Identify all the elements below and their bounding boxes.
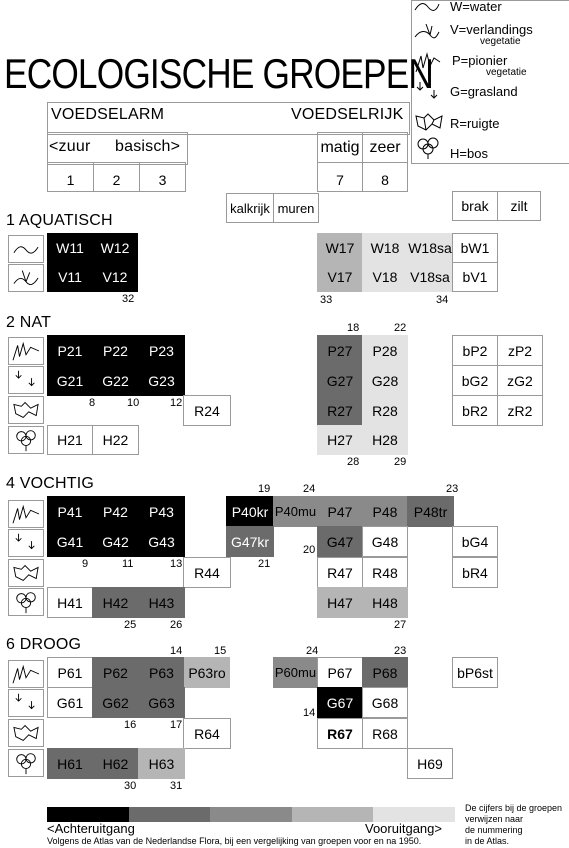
group-cell: P63ro — [184, 657, 230, 688]
reed-icon — [414, 22, 440, 42]
group-cell: P40kr — [226, 496, 274, 527]
group-cell: G22 — [92, 365, 139, 396]
atlas-number: 14 — [170, 645, 183, 657]
group-cell: G67 — [317, 687, 363, 718]
atlas-number: 29 — [394, 456, 407, 468]
atlas-number: 26 — [170, 619, 183, 631]
group-cell: bV1 — [452, 262, 498, 292]
group-cell: G27 — [317, 365, 363, 396]
atlas-number: 34 — [436, 294, 449, 306]
atlas-number: 31 — [170, 780, 183, 792]
group-cell: zR2 — [497, 395, 543, 426]
col-8: 8 — [362, 162, 408, 192]
group-cell: V12 — [92, 262, 138, 292]
group-cell: H42 — [92, 587, 139, 618]
group-cell: P22 — [92, 335, 139, 366]
group-cell: G63 — [138, 687, 185, 718]
grass-icon — [8, 529, 44, 557]
group-cell: bR2 — [452, 395, 498, 426]
group-cell: zG2 — [497, 365, 543, 396]
atlas-number: 22 — [394, 322, 407, 334]
atlas-number: 13 — [170, 558, 183, 570]
legend-verlanding-sub: vegetatie — [480, 36, 521, 47]
atlas-number: 20 — [303, 544, 316, 556]
group-cell: V18 — [362, 262, 408, 292]
zuur-label: <zuur — [49, 138, 91, 155]
atlas-number: 9 — [82, 558, 89, 570]
atlas-number: 21 — [258, 558, 271, 570]
group-cell: G43 — [138, 526, 185, 557]
atlas-number: 15 — [214, 645, 227, 657]
group-cell: H62 — [92, 748, 139, 779]
atlas-number: 18 — [347, 322, 360, 334]
group-cell: R24 — [183, 395, 231, 426]
group-cell: W12 — [92, 233, 138, 263]
group-cell: H43 — [138, 587, 185, 618]
tree-icon — [8, 426, 44, 454]
group-cell: P48 — [362, 496, 408, 527]
pioneer-icon — [8, 500, 44, 528]
atlas-number: 24 — [306, 645, 319, 657]
group-cell: R28 — [362, 395, 408, 426]
group-cell: P23 — [138, 335, 185, 366]
footnote-line: verwijzen naar — [465, 814, 524, 824]
tree-icon — [8, 588, 44, 616]
tall-herb-icon — [8, 719, 44, 747]
scale-left-label: <Achteruitgang — [47, 821, 135, 836]
group-cell: R47 — [317, 557, 363, 588]
group-cell: H41 — [47, 587, 93, 618]
group-cell: H28 — [362, 425, 408, 455]
atlas-number: 28 — [347, 456, 360, 468]
atlas-number: 8 — [89, 397, 96, 409]
voedselrijk-label: VOEDSELRIJK — [291, 106, 404, 123]
group-cell: H27 — [317, 425, 363, 455]
page-title: ECOLOGISCHE GROEPEN — [4, 50, 434, 97]
group-cell: H61 — [47, 748, 93, 779]
wave-icon — [8, 235, 44, 263]
col-7: 7 — [317, 162, 363, 192]
group-cell: G47 — [317, 526, 363, 557]
scale-segment — [210, 807, 292, 822]
group-cell: H21 — [47, 425, 93, 455]
pioneer-icon — [8, 337, 44, 365]
atlas-number: 16 — [124, 719, 137, 731]
col-2: 2 — [93, 162, 140, 192]
group-cell: P67 — [317, 657, 363, 688]
group-cell: R27 — [317, 395, 363, 426]
group-cell: bP6st — [452, 657, 498, 688]
group-cell: H69 — [407, 748, 453, 779]
group-cell: P47 — [317, 496, 363, 527]
group-cell: P60mu — [273, 657, 318, 688]
group-cell: R68 — [362, 718, 408, 749]
group-cell: P42 — [92, 496, 139, 527]
group-cell: W11 — [47, 233, 93, 263]
reed-icon — [8, 264, 44, 292]
brak-label: brak — [452, 191, 498, 221]
group-cell: R64 — [183, 718, 231, 749]
atlas-number: 23 — [394, 645, 407, 657]
group-cell: P43 — [138, 496, 185, 527]
group-cell: G61 — [47, 687, 93, 718]
group-cell: bG2 — [452, 365, 498, 396]
group-cell: R44 — [183, 557, 231, 588]
atlas-number: 14 — [303, 707, 316, 719]
grass-icon — [8, 689, 44, 717]
grass-icon — [8, 366, 44, 394]
footnote-line: in de Atlas. — [465, 836, 510, 846]
scale-segment — [129, 807, 211, 822]
atlas-number: 24 — [303, 483, 316, 495]
col-3: 3 — [139, 162, 186, 192]
group-cell: bW1 — [452, 233, 498, 263]
tall-herb-icon — [414, 112, 444, 132]
legend-grasland: G=grasland — [450, 84, 518, 99]
group-cell: V17 — [317, 262, 363, 292]
section-vochtig: 4 VOCHTIG — [6, 475, 95, 492]
group-cell: H22 — [92, 425, 139, 455]
legend-ruigte: R=ruigte — [450, 116, 500, 131]
group-cell: H63 — [138, 748, 185, 779]
atlas-number: 33 — [320, 294, 333, 306]
legend-bos: H=bos — [450, 146, 488, 161]
group-cell: bG4 — [452, 526, 498, 557]
scale-segment — [292, 807, 374, 822]
legend-pionier: P=pionier — [452, 53, 508, 68]
atlas-number: 30 — [124, 780, 137, 792]
group-cell: H47 — [317, 587, 363, 618]
group-cell: V18sa — [407, 262, 453, 292]
group-cell: W18sa — [407, 233, 453, 263]
group-cell: P48tr — [407, 496, 454, 527]
group-cell: G42 — [92, 526, 139, 557]
atlas-number: 23 — [446, 483, 459, 495]
group-cell: R48 — [362, 557, 408, 588]
group-cell: W17 — [317, 233, 363, 263]
legend-verlanding: V=verlandings — [450, 22, 533, 37]
group-cell: P40mu — [273, 496, 318, 527]
group-cell: bP2 — [452, 335, 498, 366]
atlas-number: 19 — [258, 483, 271, 495]
group-cell: bR4 — [452, 557, 498, 588]
atlas-number: 17 — [170, 719, 183, 731]
zeer-label: zeer — [362, 132, 408, 163]
group-cell: P41 — [47, 496, 93, 527]
group-cell: W18 — [362, 233, 408, 263]
atlas-number: 27 — [394, 619, 407, 631]
atlas-number: 25 — [124, 619, 137, 631]
source-note: Volgens de Atlas van de Nederlandse Flora, bij een vergelijking van groepen voor en na 1950. — [47, 836, 422, 846]
scale-right-label: Vooruitgang> — [365, 821, 442, 836]
tall-herb-icon — [8, 396, 44, 424]
trend-scale — [47, 807, 455, 822]
group-cell: G28 — [362, 365, 408, 396]
group-cell: G62 — [92, 687, 139, 718]
scale-segment — [47, 807, 129, 822]
group-cell: H48 — [362, 587, 408, 618]
zilt-label: zilt — [497, 191, 541, 221]
group-cell: P21 — [47, 335, 93, 366]
atlas-number: 10 — [127, 397, 140, 409]
group-cell: V11 — [47, 262, 93, 292]
group-cell: G47kr — [226, 526, 274, 557]
basisch-label: basisch> — [115, 138, 181, 155]
group-cell: R67 — [317, 718, 363, 749]
section-nat: 2 NAT — [6, 314, 52, 331]
tall-herb-icon — [8, 559, 44, 587]
group-cell: zP2 — [497, 335, 543, 366]
group-cell: P61 — [47, 657, 93, 688]
group-cell: G68 — [362, 687, 408, 718]
group-cell: P27 — [317, 335, 363, 366]
group-cell: G23 — [138, 365, 185, 396]
group-cell: P28 — [362, 335, 408, 366]
matig-label: matig — [317, 132, 363, 163]
atlas-number: 32 — [122, 293, 135, 305]
wave-icon — [414, 0, 440, 14]
group-cell: P62 — [92, 657, 139, 688]
tree-icon — [414, 136, 444, 160]
group-cell: G48 — [362, 526, 408, 557]
scale-segment — [373, 807, 455, 822]
footnote-line: de nummering — [465, 825, 523, 835]
pioneer-icon — [8, 660, 44, 688]
atlas-number: 11 — [122, 558, 134, 570]
tree-icon — [8, 749, 44, 777]
kalkrijk-label: kalkrijk — [226, 193, 274, 223]
muren-label: muren — [273, 193, 319, 223]
group-cell: P63 — [138, 657, 185, 688]
legend-pionier-sub: vegetatie — [486, 67, 527, 78]
voedselarm-label: VOEDSELARM — [51, 106, 165, 123]
footnote-line: De cijfers bij de groepen — [465, 803, 563, 813]
group-cell: G41 — [47, 526, 93, 557]
legend-water: W=water — [450, 0, 502, 14]
atlas-number: 12 — [170, 397, 183, 409]
group-cell: G21 — [47, 365, 93, 396]
section-aquatisch: 1 AQUATISCH — [6, 212, 113, 229]
group-cell: P68 — [362, 657, 408, 688]
col-1: 1 — [47, 162, 94, 192]
section-droog: 6 DROOG — [6, 636, 82, 653]
